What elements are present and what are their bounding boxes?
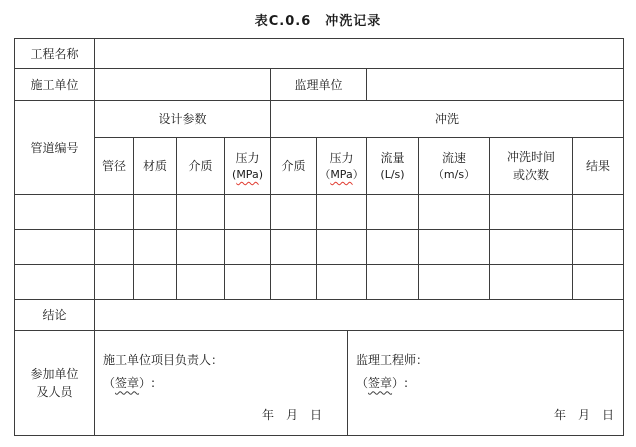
construction-signature-cell[interactable]	[95, 331, 348, 435]
data-cell[interactable]	[95, 195, 134, 230]
page-title: 表C.0.6 冲洗记录	[254, 14, 382, 29]
data-cell[interactable]	[15, 195, 95, 230]
data-cell[interactable]	[271, 230, 317, 265]
data-cell[interactable]	[225, 230, 271, 265]
date-line: 年 月 日	[261, 407, 322, 422]
conclusion-value[interactable]	[95, 300, 623, 331]
data-cell[interactable]	[15, 265, 95, 300]
flush-medium-header: 介质	[271, 138, 317, 195]
data-cell[interactable]	[271, 265, 317, 300]
flow-header	[367, 138, 419, 195]
participants-label: 参加单位 及人员	[15, 331, 95, 435]
supervision-unit-label: 监理单位	[271, 69, 367, 101]
diameter-header: 管径	[95, 138, 134, 195]
supervision-signer-title: 监理工程师：	[356, 353, 429, 367]
flushing-record-table	[14, 38, 624, 436]
conclusion-label: 结论	[15, 300, 95, 331]
flush-pressure-unit: （MPa）	[319, 167, 364, 181]
design-pressure-label: 压力	[235, 150, 260, 165]
data-cell[interactable]	[419, 265, 490, 300]
data-cell[interactable]	[134, 265, 177, 300]
supervision-unit-value[interactable]	[367, 69, 623, 101]
design-pressure-unit: (MPa)	[232, 167, 263, 181]
data-cell[interactable]	[95, 265, 134, 300]
data-cell[interactable]	[134, 230, 177, 265]
flush-group-header: 冲洗	[271, 101, 623, 138]
spellcheck-underline: MPa	[236, 167, 259, 181]
flush-pressure-header	[317, 138, 367, 195]
supervision-signature-cell[interactable]	[348, 331, 623, 435]
data-cell[interactable]	[573, 195, 623, 230]
seal-underline: 签章	[115, 376, 140, 391]
flow-unit: (L/s)	[380, 167, 405, 181]
data-cell[interactable]	[419, 195, 490, 230]
supervision-seal-line: （签章）:	[356, 376, 409, 391]
data-cell[interactable]	[177, 230, 225, 265]
design-medium-header: 介质	[177, 138, 225, 195]
data-cell[interactable]	[490, 195, 573, 230]
material-header: 材质	[134, 138, 177, 195]
project-name-label: 工程名称	[15, 39, 95, 69]
data-cell[interactable]	[225, 195, 271, 230]
result-header: 结果	[573, 138, 623, 195]
data-cell[interactable]	[134, 195, 177, 230]
data-cell[interactable]	[317, 230, 367, 265]
construction-signer-title: 施工单位项目负责人：	[103, 353, 224, 367]
data-cell[interactable]	[317, 265, 367, 300]
data-cell[interactable]	[490, 230, 573, 265]
data-cell[interactable]	[177, 265, 225, 300]
flow-label: 流量	[380, 150, 405, 165]
data-cell[interactable]	[367, 195, 419, 230]
seal-underline: 签章	[368, 376, 393, 391]
flush-time-header: 冲洗时间 或次数	[490, 138, 573, 195]
velocity-label: 流速	[441, 150, 466, 165]
construction-unit-value[interactable]	[95, 69, 271, 101]
data-cell[interactable]	[15, 230, 95, 265]
data-cell[interactable]	[225, 265, 271, 300]
project-name-value[interactable]	[95, 39, 623, 69]
data-cell[interactable]	[573, 230, 623, 265]
design-pressure-header	[225, 138, 271, 195]
data-cell[interactable]	[367, 265, 419, 300]
velocity-header	[419, 138, 490, 195]
spellcheck-underline: MPa	[330, 167, 353, 181]
velocity-unit: （m/s）	[432, 167, 476, 181]
design-params-group-header: 设计参数	[95, 101, 271, 138]
data-cell[interactable]	[317, 195, 367, 230]
date-line: 年 月 日	[553, 407, 614, 422]
data-cell[interactable]	[419, 230, 490, 265]
data-cell[interactable]	[367, 230, 419, 265]
data-cell[interactable]	[573, 265, 623, 300]
data-cell[interactable]	[490, 265, 573, 300]
construction-seal-line: （签章）:	[103, 376, 156, 391]
data-cell[interactable]	[271, 195, 317, 230]
construction-unit-label: 施工单位	[15, 69, 95, 101]
data-cell[interactable]	[177, 195, 225, 230]
flush-pressure-label: 压力	[329, 150, 354, 165]
data-cell[interactable]	[95, 230, 134, 265]
pipe-number-header: 管道编号	[15, 101, 95, 195]
